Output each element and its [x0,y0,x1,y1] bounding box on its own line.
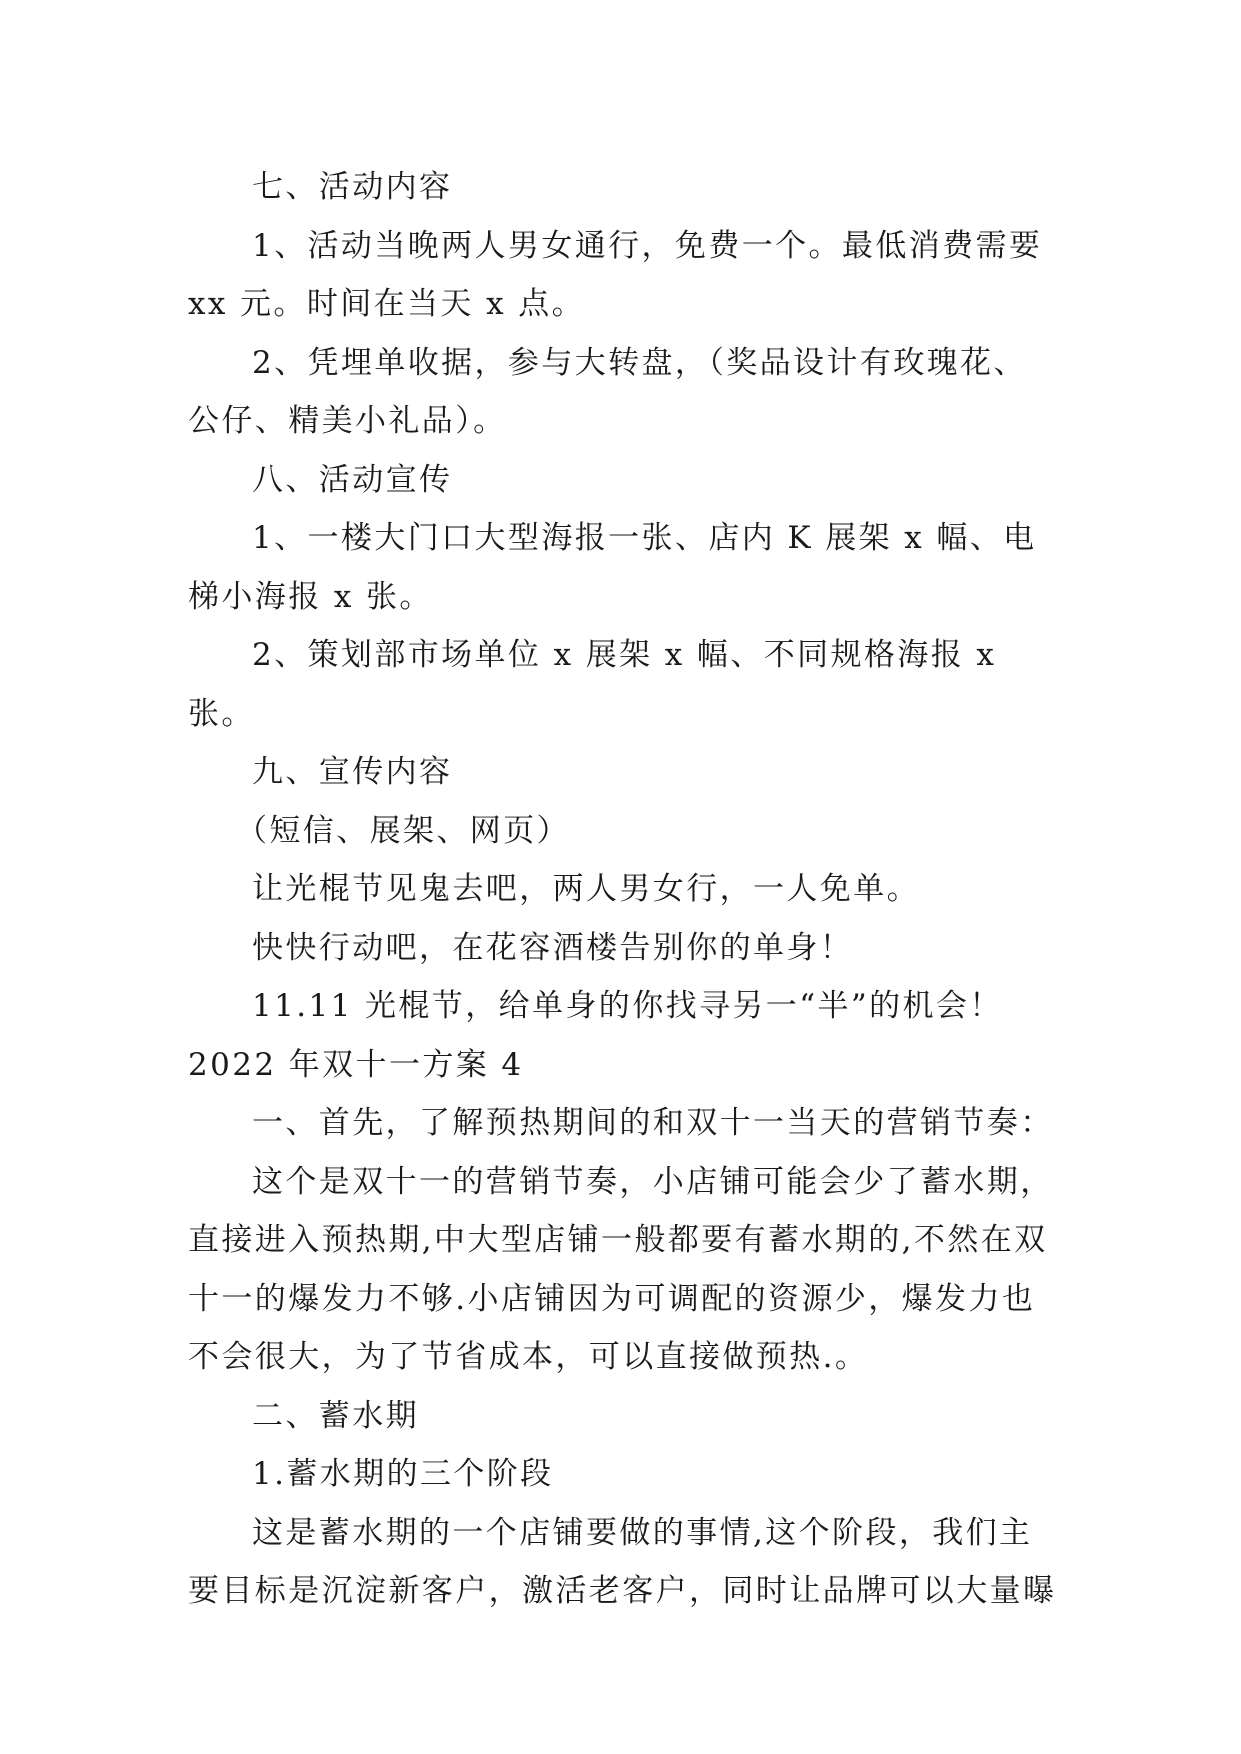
paragraph-activity-item-1: 1、活动当晚两人男女通行，免费一个。最低消费需要 xx 元。时间在当天 x 点。 [188,227,1055,322]
subheading-three-stages: 1.蓄水期的三个阶段 [252,1456,554,1492]
paragraph-slogan-3: 11.11 光棍节，给单身的你找寻另一“半”的机会！ [252,988,1003,1024]
paragraph-promotion-item-2: 2、策划部市场单位 x 展架 x 幅、不同规格海报 x 张。 [188,637,1009,732]
section-heading-storage-period: 二、蓄水期 [252,1397,419,1434]
section-heading-promo-content: 九、宣传内容 [252,754,453,790]
document-section-title: 2022 年双十一方案 4 [188,1046,524,1083]
paragraph-activity-item-2: 2、凭埋单收据，参与大转盘，（奖品设计有玫瑰花、公仔、精美小礼品）。 [188,344,1027,439]
section-heading-marketing-rhythm: 一、首先，了解预热期间的和双十一当天的营销节奏： [252,1105,1054,1141]
paragraph-storage-period-tasks: 这是蓄水期的一个店铺要做的事情,这个阶段，我们主要目标是沉淀新客户，激活老客户，同时让品牌可以大量曝 [188,1514,1057,1609]
paragraph-promo-channels: （短信、展架、网页） [236,812,570,849]
section-heading-activity-content: 七、活动内容 [252,169,453,205]
section-heading-promotion: 八、活动宣传 [252,461,453,498]
paragraph-marketing-rhythm: 这个是双十一的营销节奏，小店铺可能会少了蓄水期，直接进入预热期,中大型店铺一般都要有蓄水期的,不然在双十一的爆发力不够.小店铺因为可调配的资源少，爆发力也不会很大，为了节省成本，可以直接做预热.。 [188,1163,1054,1375]
paragraph-slogan-2: 快快行动吧，在花容酒楼告别你的单身！ [252,929,854,966]
paragraph-promotion-item-1: 1、一楼大门口大型海报一张、店内 K 展架 x 幅、电梯小海报 x 张。 [188,520,1037,615]
document-body [188,158,1060,1621]
paragraph-slogan-1: 让光棍节见鬼去吧，两人男女行，一人免单。 [252,871,920,907]
